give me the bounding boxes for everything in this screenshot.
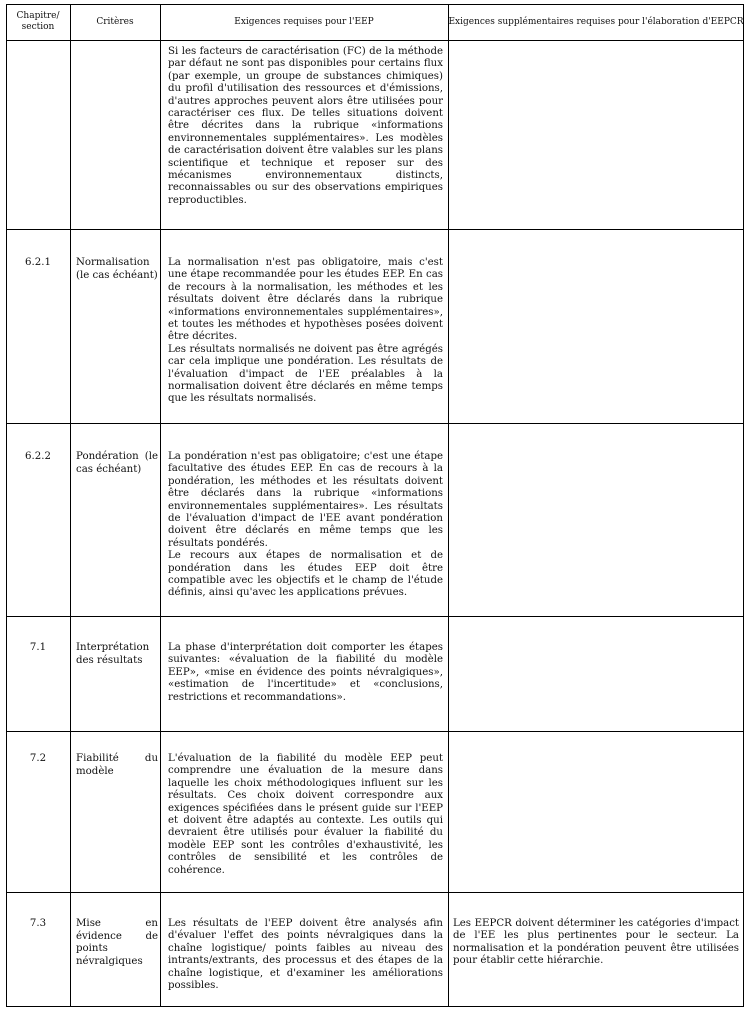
paragraph: Les résultats normalisés ne doivent pas être agrégés car cela implique une pondération. Les résultats de l'évaluation d'impact de l'EE préalables à la normalisation doivent être déclarés en même temps que les résultats normalisés.: [168, 343, 443, 405]
paragraph: La pondération n'est pas obligatoire; c'est une étape facultative des études EEP. En cas de recours à la pondération, les méthodes et les résultats doivent être déclarés dans la rubrique «informations environnementales supplémentaires». Les résultats de l'évaluation d'impact de l'EE avant pondération doivent être déclarés en même temps que les résultats pondérés.: [168, 451, 443, 549]
eep-requirements-cell: [168, 46, 443, 207]
table-row: [6, 423, 744, 616]
eep-requirements-cell: [168, 451, 443, 600]
paragraph: Les EEPCR doivent déterminer les catégories d'impact de l'EE les plus pertinentes pour le secteur. La normalisation et la pondération peuvent être utilisées pour établir cette hiérarchie.: [453, 918, 739, 967]
eep-requirements-cell: [168, 918, 443, 992]
table-row: [6, 892, 744, 1006]
criteria-label: Pondération (le cas échéant): [76, 451, 158, 475]
paragraph: La phase d'interprétation doit comporter les étapes suivantes: «évaluation de la fiabilité du modèle EEP», «mise en évidence des points névralgiques», «estimation de l'incertitude» et «conclusions, restrictions et recommandations».: [168, 642, 443, 703]
section-number: 6.2.2: [25, 451, 51, 462]
criteria-label: Fiabilité du modèle: [76, 753, 158, 777]
paragraph: Les résultats de l'EEP doivent être analysés afin d'évaluer l'effet des points névralgiques dans la chaîne logistique/ points faibles au niveau des intrants/extrants, des processus et des étapes de la chaîne logistique, et d'examiner les améliorations possibles.: [168, 918, 443, 992]
eep-requirements-cell: [168, 753, 443, 877]
header-section: Chapitre/ section: [16, 11, 60, 32]
table-border-top: [6, 4, 744, 5]
section-number: 7.3: [29, 918, 47, 929]
table-row: [6, 229, 744, 423]
paragraph: La normalisation n'est pas obligatoire, mais c'est une étape recommandée pour les études EEP. En cas de recours à la normalisation, les méthodes et les résultats doivent être déclarés dans la rubrique «informations environnementales supplémentaires», et toutes les méthodes et hypothèses posées doivent être décrites.: [168, 257, 443, 343]
paragraph: L'évaluation de la fiabilité du modèle EEP peut comprendre une évaluation de la mesure dans laquelle les choix méthodologiques influent sur les résultats. Ces choix doivent correspondre aux exigences spécifiées dans le présent guide sur l'EEP et doivent être adaptés au contexte. Les outils qui devraient être utilisés pour évaluer la fiabilité du modèle EEP sont les contrôles d'exhaustivité, les contrôles de sensibilité et les contrôles de cohérence.: [168, 753, 443, 876]
criteria-label: Interprétation des résultats: [76, 642, 150, 666]
header-eep-requirements: Exigences requises pour l'EEP: [234, 16, 374, 27]
table-row: [6, 731, 744, 892]
table-border-bottom: [6, 1006, 744, 1007]
eepcr-requirements-cell: [453, 918, 739, 968]
paragraph: Le recours aux étapes de normalisation et de pondération dans les études EEP doit être compatible avec les objectifs et le champ de l'étude définis, ainsi qu'avec les applications prévues.: [168, 550, 443, 599]
table-row: [6, 616, 744, 731]
section-number: 6.2.1: [25, 257, 51, 268]
header-eepcr-requirements: Exigences supplémentaires requises pour l'élaboration d'EEPCR: [448, 16, 744, 27]
requirements-table: [6, 4, 744, 1007]
table-header: [6, 4, 744, 41]
criteria-label: Normalisation (le cas échéant): [76, 257, 158, 281]
eep-requirements-cell: [168, 257, 443, 406]
criteria-label: Mise en évidence de points névralgiques: [76, 918, 158, 967]
section-number: 7.2: [29, 753, 47, 764]
table-row: [6, 40, 744, 229]
paragraph: Si les facteurs de caractérisation (FC) de la méthode par défaut ne sont pas disponibles pour certains flux (par exemple, un groupe de substances chimiques) du profil d'utilisation des ressources et d'émissions, d'autres approches peuvent alors être utilisées pour caractériser ces flux. De telles situations doivent être décrites dans la rubrique «informations environnementales supplémentaires». Les modèles de caractérisation doivent être valables sur les plans scientifique et technique et reposer sur des mécanismes environnementaux distincts, reconnaissables ou sur des observations empiriques reproductibles.: [168, 46, 443, 206]
section-number: 7.1: [29, 642, 47, 653]
header-criteria: Critères: [96, 16, 134, 27]
eep-requirements-cell: [168, 642, 443, 704]
